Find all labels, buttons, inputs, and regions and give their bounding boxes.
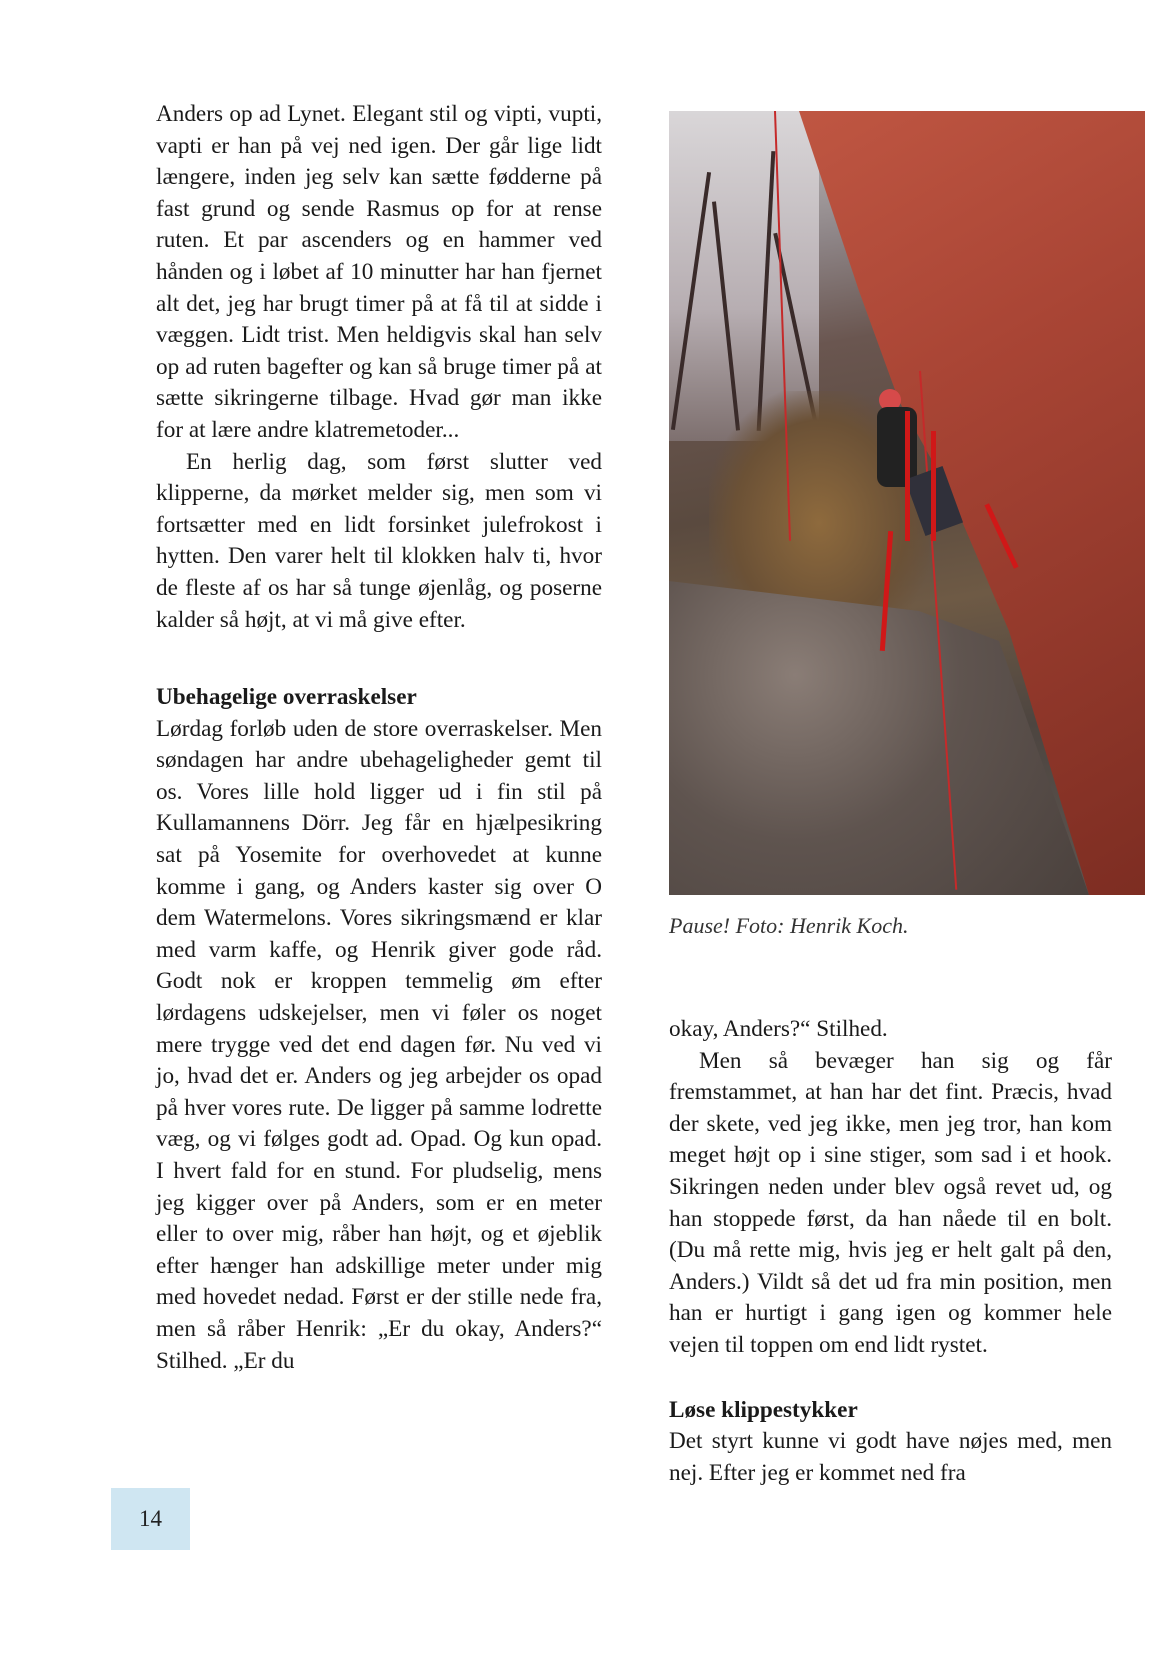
paragraph: Det styrt kunne vi godt have nøjes med, men nej. Efter jeg er kommet ned fra [669,1428,1112,1486]
paragraph: En herlig dag, som først slutter ved klipperne, da mørket melder sig, men som vi fortsætter med en lidt forsinket julefrokost i hytten. Den varer helt til klokken halv ti, hvor de fleste af os har så tunge øjenlåg, og poserne kalder så højt, at vi må give efter. [156,448,602,633]
section-heading: Løse klippestykker [669,1396,858,1423]
page-number: 14 [111,1488,190,1550]
right-column [669,1014,1112,1489]
paragraph: Lørdag forløb uden de store overraskelser. Men søndagen har andre ubehageligheder gemt til os. Vores lille hold ligger ud i fin stil på Kullamannens Dörr. Jeg får en hjælpesikring sat på Yosemite for overhovedet at kunne komme i gang, og Anders kaster sig over O dem Watermelons. Vores sikringsmænd er klar med varm kaffe, og Henrik giver gode råd. Godt nok er kroppen temmelig øm efter lørdagens udskejelser, men vi føler os noget mere trygge ved det end dagen før. Nu ved vi jo, hvad det er. Anders og jeg arbejder os opad på hver vores rute. De ligger på samme lodrette væg, og vi følges godt ad. Opad. Og kun opad. I hvert fald for en stund. For pludselig, mens jeg kigger over på Anders, som er en meter eller to over mig, råber han højt, og et øjeblik efter hænger han adskillige meter under mig med hovedet nedad. Først er der stille nede fra, men så råber Henrik: „Er du okay, Anders?“ Stilhed. „Er du [156,715,602,1374]
left-column [156,99,602,1377]
climbing-photo [669,111,1145,895]
section-heading: Ubehagelige overraskelser [156,684,417,711]
photo-caption: Pause! Foto: Henrik Koch. [669,913,909,938]
paragraph: Anders op ad Lynet. Elegant stil og vipti, vupti, vapti er han på vej ned igen. Der går lige lidt længere, inden jeg selv kan sætte fødderne på fast grund og sende Rasmus op for at rense ruten. Et par ascenders og en hammer ved hånden og i løbet af 10 minutter har han fjernet alt det, jeg har brugt timer på at få til at sidde i væggen. Lidt trist. Men heldigvis skal han selv op ad ruten bagefter og kan så bruge timer på at sætte sikringerne tilbage. Hvad gør man ikke for at lære andre klatremetoder... [156,101,602,443]
paragraph: Men så bevæger han sig og får fremstammet, at han har det fint. Præcis, hvad der skete, ved jeg ikke, men jeg tror, han kom meget højt op i sine stiger, som sad i et hook. Sikringen neden under blev også revet ud, og han stoppede først, da han nåede til en bolt. (Du må rette mig, hvis jeg er helt galt på den, Anders.) Vildt så det ud fra min position, men han er hurtigt i gang igen og kommer hele vejen til toppen om end lidt rystet. [669,1047,1112,1358]
climber [877,407,917,487]
paragraph: okay, Anders?“ Stilhed. [669,1016,888,1042]
